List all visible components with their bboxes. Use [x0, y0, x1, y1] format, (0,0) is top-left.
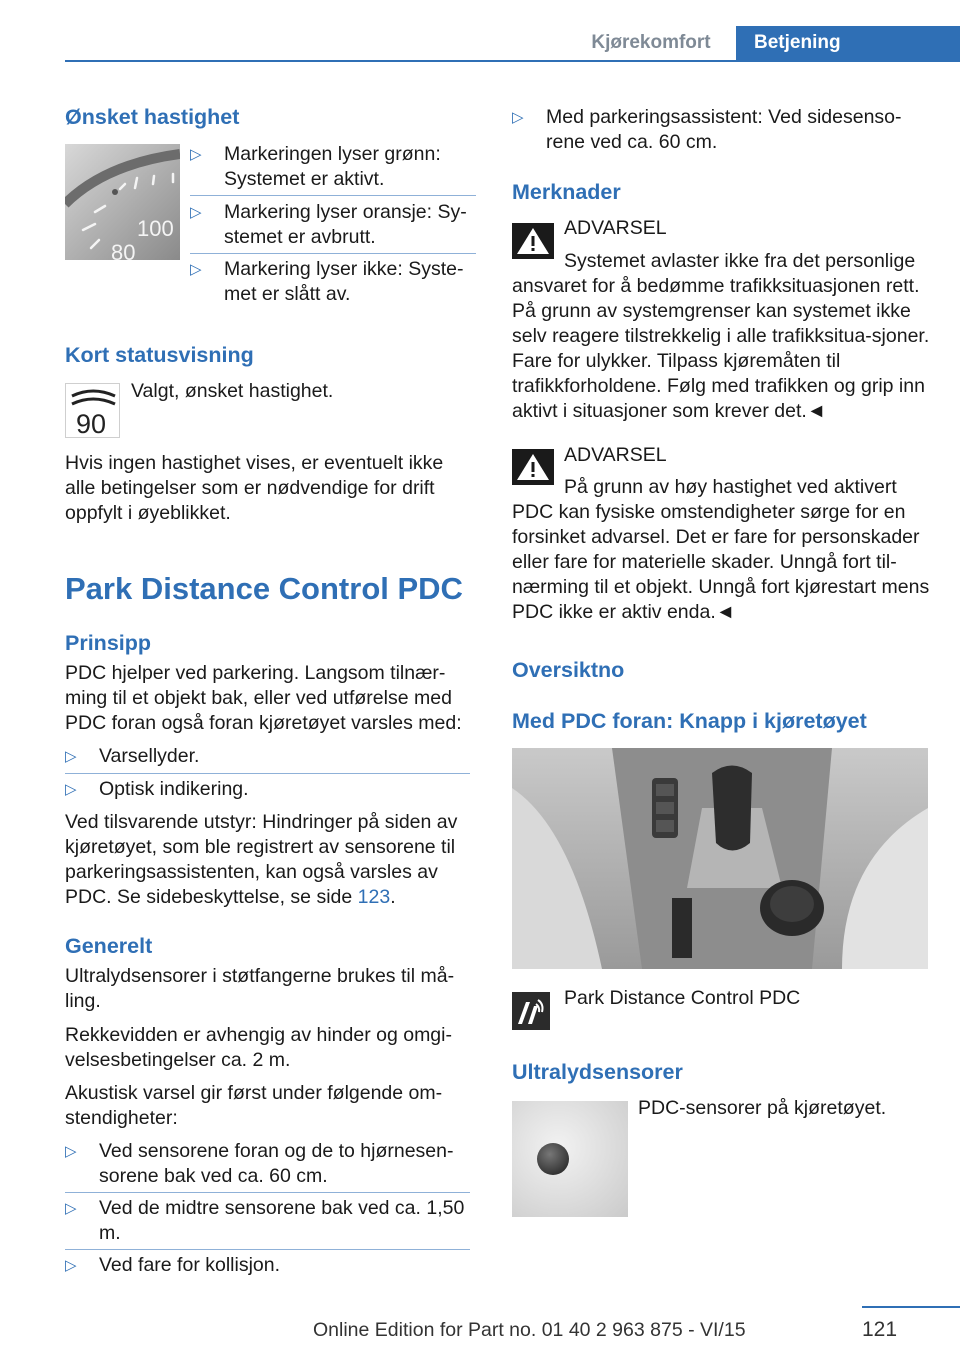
bullet-triangle-icon: ▷ [65, 748, 77, 765]
pdc-button-icon[interactable] [512, 992, 550, 1030]
header-rule [65, 60, 960, 62]
footer-edition: Online Edition for Part no. 01 40 2 963 875 - VI/15 [313, 1319, 746, 1341]
warning-text: Systemet avlaster ikke fra det personlige ansvaret for å bedømme trafikksituasjonen rett. På grunn av systemgrenser kan systemet ikke selv reagere tilstrekkelig i alle trafikksitua-sjoner. Fare for ulykker. Tilpass kjøremåten til trafikkforholdene. Følg med trafikken og grip inn aktivt i situasjoner som krever det.◄ [512, 250, 930, 422]
divider [190, 253, 476, 254]
divider [65, 1192, 470, 1193]
heading-desired-speed: Ønsket hastighet [65, 105, 240, 129]
bullet-triangle-icon: ▷ [190, 204, 202, 221]
cruise-speed-value: 90 [76, 409, 107, 438]
bullet-triangle-icon: ▷ [190, 261, 202, 278]
paragraph: Ultralydsensorer i støtfangerne brukes til må-ling. [65, 965, 455, 1012]
page-number: 121 [862, 1318, 898, 1341]
center-console-image [512, 748, 928, 969]
bullet-triangle-icon: ▷ [65, 781, 77, 798]
divider [65, 773, 470, 774]
status-description: Valgt, ønsket hastighet. [131, 380, 334, 402]
divider [190, 195, 476, 196]
speedometer-image [65, 144, 180, 260]
header-tab-kjorekomfort[interactable]: Kjørekomfort [591, 32, 711, 53]
heading-pdc-front: Med PDC foran: Knapp i kjøretøyet [512, 709, 867, 733]
pdc-button-label: Park Distance Control PDC [564, 987, 801, 1009]
warning-title: ADVARSEL [564, 444, 667, 466]
heading-prinsipp: Prinsipp [65, 631, 152, 655]
bullet-triangle-icon: ▷ [65, 1200, 77, 1217]
heading-pdc: Park Distance Control PDC [65, 571, 463, 606]
bullet-triangle-icon: ▷ [190, 146, 202, 163]
paragraph: Ved tilsvarende utstyr: Hindringer på siden av kjøretøyet, som ble registrert av sensorene til parkeringsassistenten, kan også varsles av PDC. Se sidebeskyttelse, se side 123. [65, 811, 458, 908]
speedo-label-80: 80 [111, 240, 136, 260]
warning-title: ADVARSEL [564, 217, 667, 239]
heading-ultralydsensorer: Ultralydsensorer [512, 1060, 683, 1084]
heading-generelt: Generelt [65, 934, 153, 958]
paragraph: Rekkevidden er avhengig av hinder og omgi-velsesbetingelser ca. 2 m. [65, 1024, 452, 1071]
paragraph: Akustisk varsel gir først under følgende om-stendigheter: [65, 1082, 443, 1129]
warning-text: På grunn av høy hastighet ved aktivert PDC kan fysiske omstendigheter sørge for en forsinket advarsel. Det er fare for personskader eller fare for materielle skader. Unngå fort til-nærming til et objekt. Unngå fort kjørestart mens PDC ikke er aktiv enda.◄ [512, 476, 930, 623]
bullet-triangle-icon: ▷ [512, 109, 524, 126]
bullet-triangle-icon: ▷ [65, 1257, 77, 1274]
heading-oversikt: Oversiktno [512, 658, 625, 682]
cruise-speed-icon [65, 383, 120, 438]
speedo-label-100: 100 [137, 216, 174, 241]
sensor-description: PDC-sensorer på kjøretøyet. [638, 1097, 887, 1119]
footer-rule [862, 1306, 960, 1308]
heading-short-status: Kort statusvisning [65, 343, 254, 367]
header-tab-betjening[interactable]: Betjening [736, 26, 960, 62]
paragraph: Hvis ingen hastighet vises, er eventuelt ikke alle betingelser som er nødvendige for drift oppfylt i øyeblikket. [65, 452, 444, 524]
heading-merknader: Merknader [512, 180, 621, 204]
paragraph: PDC hjelper ved parkering. Langsom tilnær-ming til et objekt bak, eller ved utførelse med PDC foran også foran kjøretøyet varsles med: [65, 662, 462, 734]
divider [65, 1249, 470, 1250]
ultrasonic-sensor-image [512, 1101, 628, 1217]
bullet-triangle-icon: ▷ [65, 1143, 77, 1160]
page-reference-link[interactable]: 123 [357, 886, 391, 908]
